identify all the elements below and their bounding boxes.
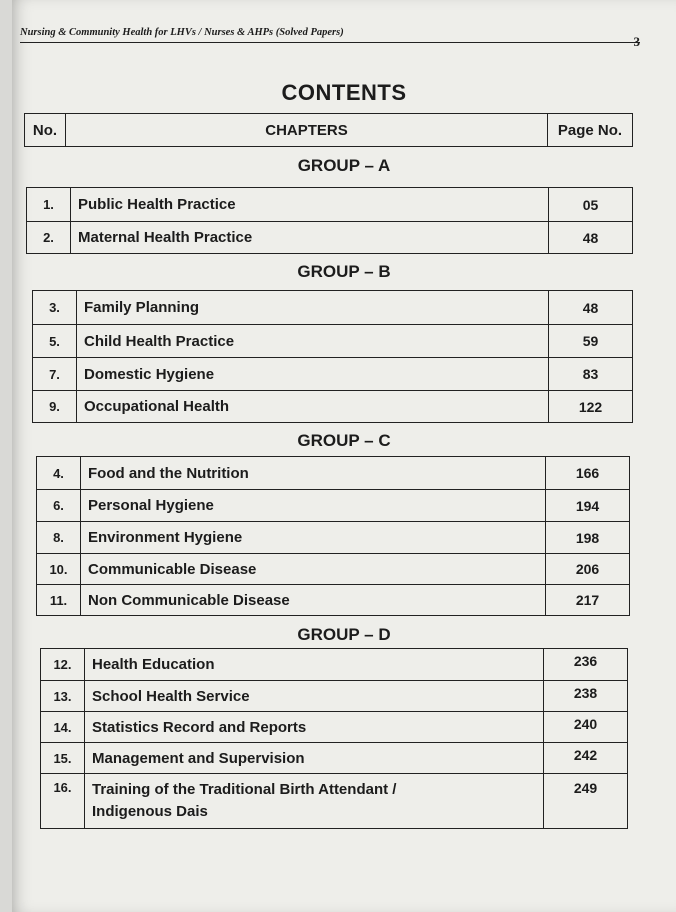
chapter-page: 238 [543, 681, 627, 711]
table-row [37, 553, 629, 584]
chapter-page: 194 [545, 490, 629, 521]
chapter-number: 16. [41, 774, 85, 828]
chapter-title: Child Health Practice [84, 332, 235, 350]
chapter-number: 12. [41, 649, 85, 680]
group-d-title: GROUP – D [297, 625, 391, 644]
chapter-page: 59 [548, 325, 632, 357]
chapter-number: 10. [37, 554, 81, 584]
chapter-number: 2. [27, 222, 71, 253]
column-header-row [24, 113, 633, 147]
chapter-title: Food and the Nutrition [88, 464, 249, 482]
chapter-title: Management and Supervision [92, 749, 305, 767]
chapter-title: School Health Service [92, 687, 250, 705]
table-row [33, 324, 632, 357]
table-row [37, 457, 629, 489]
group-c-title: GROUP – C [297, 431, 391, 450]
table-row [33, 357, 632, 390]
chapter-number: 11. [37, 585, 81, 615]
table-row [33, 291, 632, 324]
chapter-page: 240 [543, 712, 627, 742]
book-page [12, 0, 676, 912]
chapter-number: 15. [41, 743, 85, 773]
contents-title: CONTENTS [281, 80, 407, 105]
table-row [41, 742, 627, 773]
group-b-table [32, 290, 633, 423]
chapter-page: 48 [548, 222, 632, 253]
table-row [37, 521, 629, 553]
chapter-page: 217 [545, 585, 629, 615]
chapter-page: 206 [545, 554, 629, 584]
chapter-title: Environment Hygiene [88, 529, 243, 546]
chapter-title: Maternal Health Practice [78, 229, 253, 246]
table-row [27, 188, 632, 221]
chapter-number: 1. [27, 188, 71, 221]
column-header-chapters: CHAPTERS [265, 121, 348, 139]
chapter-page: 122 [548, 391, 632, 422]
chapter-number: 6. [37, 490, 81, 521]
table-row [41, 649, 627, 680]
group-b-title: GROUP – B [297, 262, 391, 281]
group-c-table [36, 456, 630, 616]
chapter-number: 14. [41, 712, 85, 742]
table-row [37, 584, 629, 615]
table-row [33, 390, 632, 422]
chapter-title: Statistics Record and Reports [92, 718, 307, 736]
group-a-table [26, 187, 633, 254]
table-row [41, 773, 627, 828]
chapter-title: Family Planning [84, 299, 200, 316]
chapter-page: 166 [545, 457, 629, 489]
chapter-page: 198 [545, 522, 629, 553]
column-header-no: No. [25, 114, 66, 146]
chapter-title: Personal Hygiene [88, 497, 214, 514]
chapter-title: Training of the Traditional Birth Attendant / Indigenous Dais [92, 781, 397, 820]
column-header-page: Page No. [547, 114, 632, 146]
group-d-table [40, 648, 628, 829]
table-row [37, 489, 629, 521]
chapter-title: Non Communicable Disease [88, 591, 290, 609]
table-row [27, 221, 632, 253]
chapter-number: 13. [41, 681, 85, 711]
chapter-title: Public Health Practice [78, 196, 236, 213]
chapter-page: 249 [543, 774, 627, 828]
table-row [41, 680, 627, 711]
chapter-page: 48 [548, 291, 632, 324]
page-number: 3 [633, 34, 640, 49]
chapter-title: Health Education [92, 656, 215, 673]
chapter-title: Communicable Disease [88, 560, 257, 578]
chapter-page: 83 [548, 358, 632, 390]
chapter-number: 5. [33, 325, 77, 357]
running-header [20, 26, 640, 49]
chapter-number: 7. [33, 358, 77, 390]
chapter-number: 9. [33, 391, 77, 422]
chapter-page: 242 [543, 743, 627, 773]
chapter-number: 8. [37, 522, 81, 553]
table-row [41, 711, 627, 742]
running-title: Nursing & Community Health for LHVs / Nurses & AHPs (Solved Papers) [20, 27, 344, 38]
chapter-title: Domestic Hygiene [84, 365, 215, 383]
chapter-number: 4. [37, 457, 81, 489]
chapter-number: 3. [33, 291, 77, 324]
chapter-page: 05 [548, 188, 632, 221]
chapter-title: Occupational Health [84, 398, 230, 415]
chapter-page: 236 [543, 649, 627, 680]
group-a-title: GROUP – A [297, 156, 391, 175]
